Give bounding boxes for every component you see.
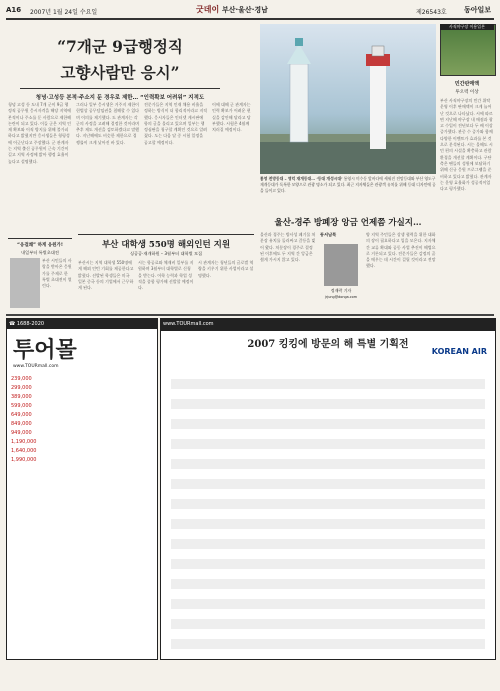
ulsan-body-col1: 울산과 경주는 방사성 폐기물 처분장 유치를 둘러싸고 갈등을 빚어 왔다. 처분장이 경주로 결정된 이후에도 두 지역 간 앙금은 쉽게 가시지 않고 있다. xyxy=(260,232,316,263)
busan-subhead: 싱공공·재개하원 – 3월부터 대학별 모집 xyxy=(129,251,203,256)
reporter-email: jrjung@donga.com xyxy=(324,295,358,299)
page-header xyxy=(6,4,494,20)
ad-right-banner: 2007 킹킹에 방문의 해 특별 기획전 xyxy=(247,339,409,350)
side-story-sub: 내일부터 특별초대전 xyxy=(21,250,59,255)
right-sub: 투오력 이상 xyxy=(455,90,479,95)
tourmall-ad-right xyxy=(160,318,496,660)
divider xyxy=(8,238,72,239)
publisher-logo: 동아일보 xyxy=(464,5,492,14)
ad-right-grid xyxy=(171,369,485,649)
ad-left-domain: www.TOURmall.com xyxy=(13,364,59,369)
ad-left-phone: ☎ 1688-2020 xyxy=(7,319,157,329)
right-body: 부산 사직야구장의 민간 위탁 운영 이후 판매액이 크게 늘어난 것으로 나타났다. 시에 따르면 지난해 야구장 내 매점과 광고 수입이 전년보다 두 배 이상 증가했다. 관중 수 증가와 함께 다양한 이벤트가 효과를 본 것으로 분석된다. 시는 올해도 시민 편의 시설을 확충하고 관람 환경을 개선할 계획이다. 구단 측은 팬들의 성원에 보답하기 위해 신규 응원 프로그램을 준비하고 있다고 밝혔다. 관계자는 운영 효율화가 성공적이었다고 평가했다. xyxy=(440,98,493,192)
price-8: 1,190,000 xyxy=(11,439,37,445)
byline-label: 동서남북 xyxy=(320,232,337,237)
main-headline: “7개군 9급행정직 고향사람만 응시” xyxy=(57,37,183,82)
reporter-name: 정재락 기자 xyxy=(330,288,352,293)
lighthouse-photo xyxy=(260,24,436,174)
price-6: 849,000 xyxy=(11,421,32,427)
ad-divider xyxy=(6,314,494,316)
right-headline: 민간판매액 xyxy=(454,81,480,87)
busan-body-col1: 부산시는 지역 대학생 550명에게 해외 인턴 기회를 제공한다고 밝혔다. 선발된 학생들은 미국 일본 중국 등의 기업에서 근무하게 된다. xyxy=(78,260,134,291)
price-3: 389,000 xyxy=(11,394,32,400)
price-1: 239,000 xyxy=(11,376,32,382)
divider xyxy=(20,88,220,89)
divider xyxy=(78,234,254,235)
ad-right-top-bar xyxy=(161,319,495,331)
busan-body-col3: 시 관계자는 청년들의 글로벌 역량을 키우기 위한 사업이라고 설명했다. xyxy=(198,260,254,278)
main-body-col1: 청녕 고성 등 도내 7개 군이 9급 행정직 공무원 응시자격을 해당 지역에 본적이나 주소를 둔 사람으로 제한해 논란이 되고 있다. 이들 군은 지역 인재 확보와 이직 방지를 위해 불가피하다고 밝혔지만 응시생들은 형평성에 어긋난다고 주장했다. 군 관계자는 지역 출신 공무원이 근속 기간이 길고 지역 사정에 밝아 행정 효율이 높다고 설명했다. xyxy=(8,102,72,164)
price-5: 649,000 xyxy=(11,412,32,418)
reporter-photo xyxy=(324,244,358,286)
lighthouse-illustration xyxy=(260,24,436,174)
price-9: 1,640,000 xyxy=(11,448,37,454)
side-story-body: 부산 시민들의 사랑을 받아온 응원가를 주제로 한 특별 초대전이 열린다. xyxy=(42,258,72,289)
ad-left-logo: 투어몰 xyxy=(13,337,77,363)
page-number: A16 xyxy=(6,6,22,14)
main-subhead: 청녕·고성등 본적·주소지 둔 경우로 제한… “인력확보 어려워” 지적도 xyxy=(35,95,205,101)
ballpark-label: 사직야구장 이용입본 xyxy=(440,24,494,30)
ulsan-headline: 울산-경주 방폐장 앙금 언제쯤 가실지… xyxy=(274,218,422,228)
ballpark-photo xyxy=(440,24,496,76)
price-2: 299,000 xyxy=(11,385,32,391)
main-body-col2: 그러나 일부 응시생은 거주지 제한이 헌법상 공무담임권을 침해할 수 있다며 이의를 제기했다. 도 관계자는 각 군의 사정을 고려해 결정한 것이라며 추후 제도 개선을 검토하겠다고 말했다. 지난해에도 비슷한 제한으로 경쟁률이 크게 낮아진 바 있다. xyxy=(76,102,140,145)
ad-right-domain: www.TOURmall.com xyxy=(163,321,214,327)
busan-body-col2: 시는 항공료와 체재비 일부를 지원하며 3월부터 대학별로 신청을 받는다. 어학 능력과 학업 성적을 종합 평가해 선발할 예정이다. xyxy=(138,260,194,291)
price-7: 949,000 xyxy=(11,430,32,436)
section-title: 굿데이 부산·울산·경남 xyxy=(196,5,268,14)
side-story-title: “응걸쾌” 하게 응원가! xyxy=(17,243,63,248)
ulsan-body-col2: 양 지역 주민들은 상생 협력을 위한 대화의 장이 필요하다고 입을 모은다. 지자체 간 교류 확대와 공동 사업 추진이 해법으로 거론되고 있다. 전문가들은 감정의 골을 메우는 데 시간이 걸릴 것이라고 전망했다. xyxy=(366,232,436,269)
price-4: 599,000 xyxy=(11,403,32,409)
busan-headline: 부산 대학생 550명 해외인턴 지원 xyxy=(101,240,231,250)
photo-caption: 통영 전망등대 – 영덕 재개등대… ‘등대 개성시대’ 통영시 미수동 앞바다에 세워진 전망등대와 부산 영도구 재개등대가 독특한 모양으로 관광 명소가 되고 있다. 최근 지자체들은 관광객 유치를 위해 등대 디자인에 공을 들이고 있다. xyxy=(260,176,436,193)
issue-number: 제26543호 xyxy=(416,9,447,16)
main-body-col3: 전문가들은 지역 인재 채용 비율을 정하는 방식이 더 합리적이라고 지적했다. 응시자들은 인터넷 게시판에 항의 글을 올리고 있으며 일부는 행정심판을 청구할 계획인 것으로 알려졌다. 도는 다음 달 중 시험 일정을 공고할 예정이다. xyxy=(144,102,208,145)
date: 2007년 1월 24일 수요일 xyxy=(30,9,98,16)
airline-logo: KOREAN AIR xyxy=(431,347,487,356)
main-body-col4: 이에 대해 군 관계자는 인력 확보가 어려운 현실을 감안해 달라고 당부했다. 시험은 4월께 치러질 예정이다. xyxy=(212,102,251,133)
side-story-photo xyxy=(10,258,40,308)
price-10: 1,990,000 xyxy=(11,457,37,463)
tourmall-ad-left xyxy=(6,318,158,660)
